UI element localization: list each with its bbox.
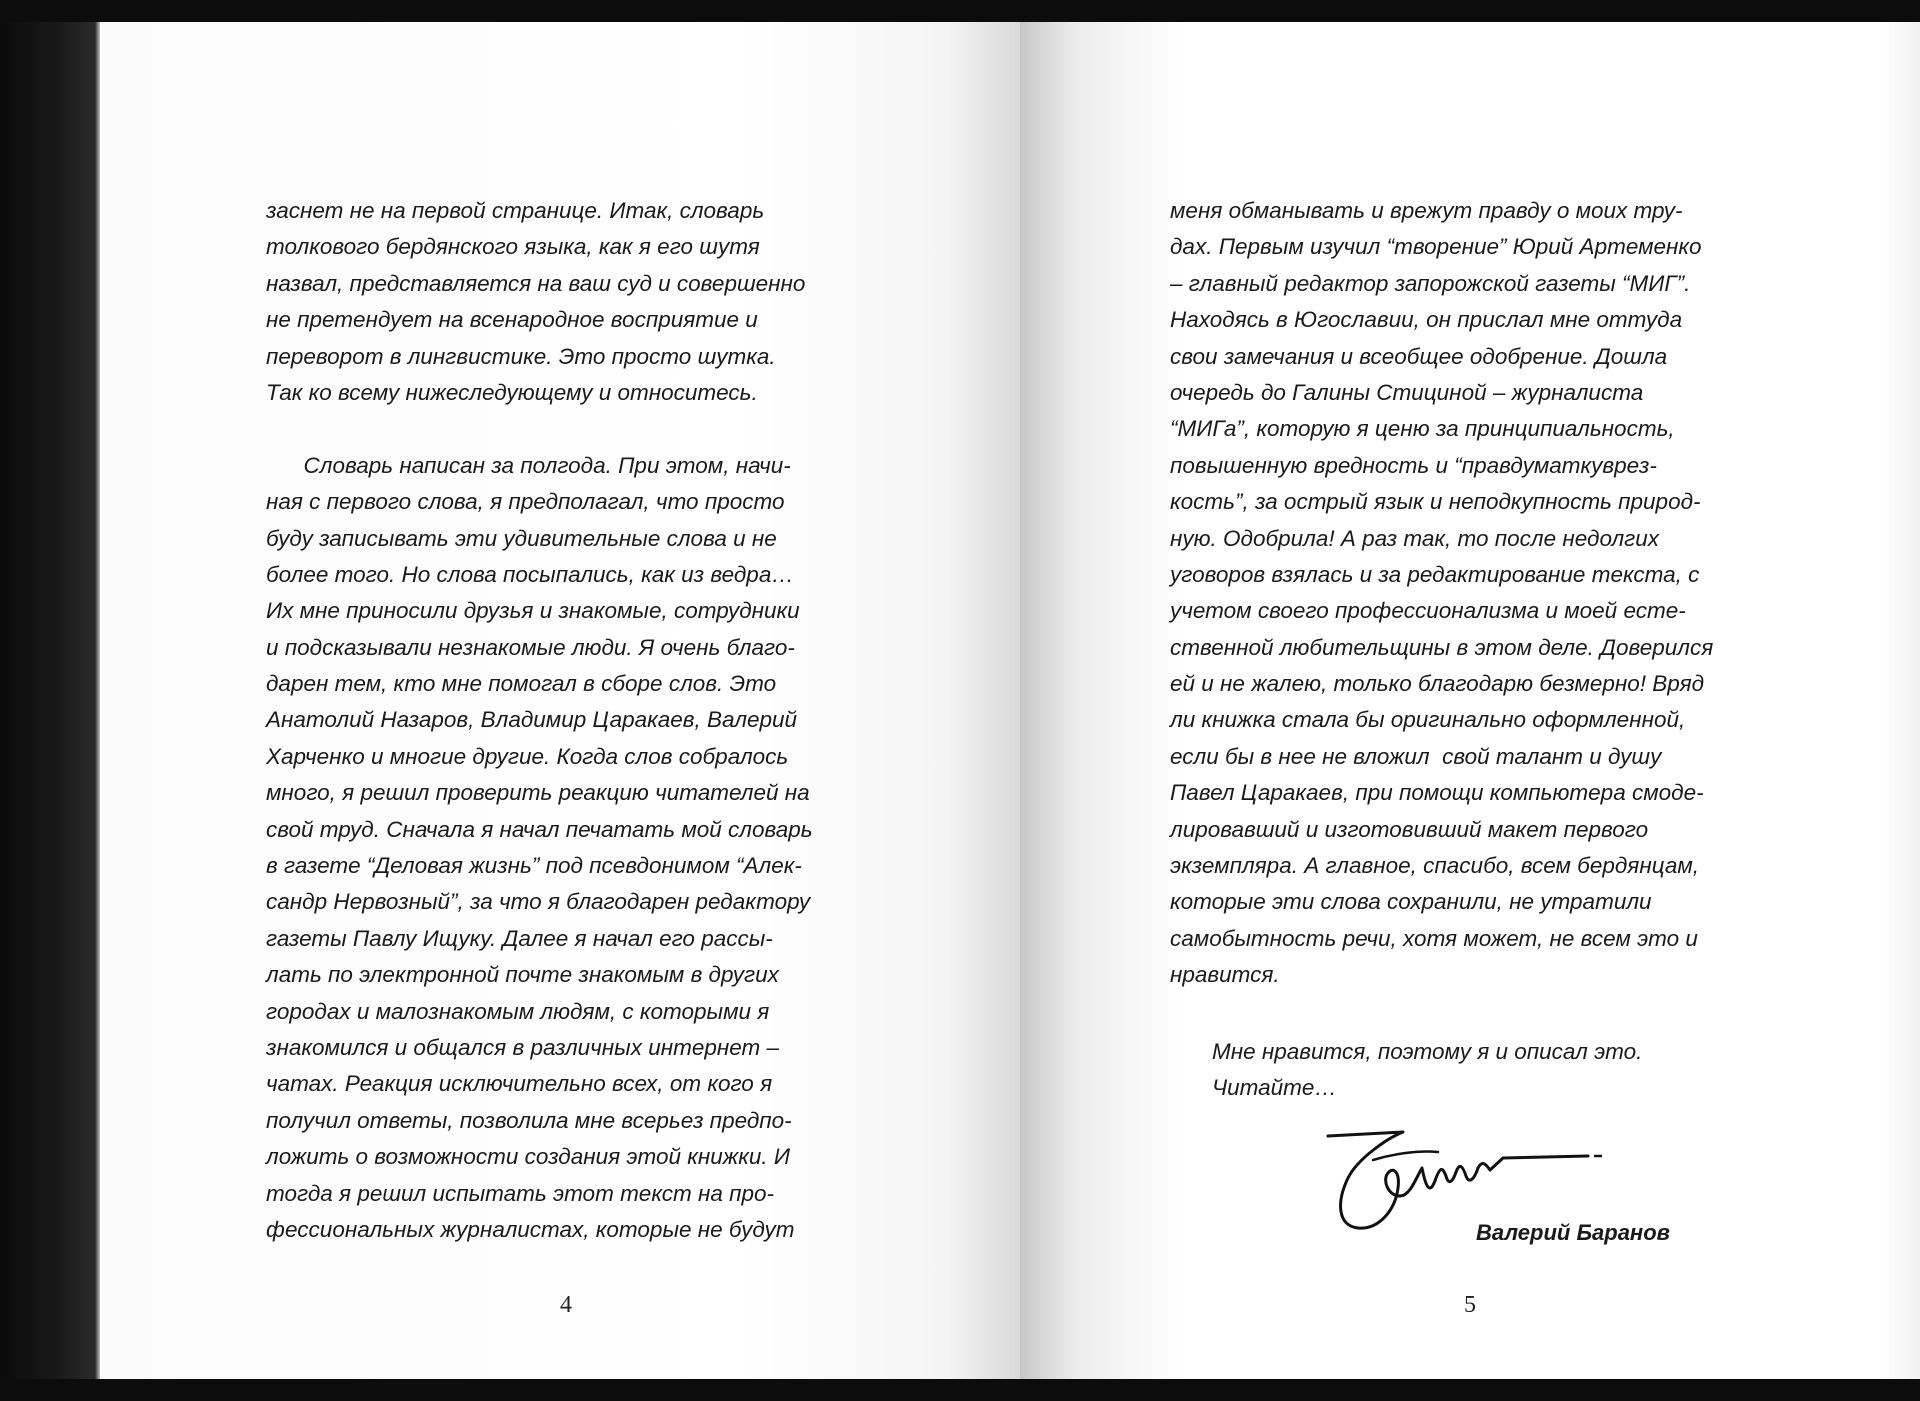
text-line: более того. Но слова посыпались, как из ведра… [266, 561, 794, 587]
text-line: ли книжка стала бы оригинально оформленной, [1170, 707, 1686, 733]
text-line: очередь до Галины Стициной – журналиста [1170, 379, 1644, 405]
author-name: Валерий Баранов [1476, 1220, 1670, 1245]
text-line: Находясь в Югославии, он прислал мне оттуда [1170, 307, 1683, 333]
text-line: Харченко и многие другие. Когда слов собралось [266, 743, 789, 769]
text-line: назвал, представляется на ваш суд и совершенно [266, 270, 806, 296]
text-line: экземпляра. А главное, спасибо, всем бердянцам, [1170, 853, 1700, 879]
scan-top-edge [0, 0, 1920, 22]
text-line: если бы в нее не вложил свой талант и душу [1170, 743, 1662, 769]
text-line: много, я решил проверить реакцию читателей на [266, 780, 810, 806]
text-line: ей и не жалею, только благодарю безмерно! Вряд [1170, 671, 1705, 697]
page-number-left: 4 [560, 1292, 572, 1318]
text-line: дах. Первым изучил “творение” Юрий Артеменко [1170, 234, 1702, 260]
text-line: Их мне приносили друзья и знакомые, сотрудники [266, 598, 800, 624]
text-line: которые эти слова сохранили, не утратили [1170, 889, 1652, 915]
text-line: Словарь написан за полгода. При этом, начи- [266, 452, 791, 478]
text-line: Читайте… [1212, 1075, 1337, 1101]
text-line: переворот в лингвистике. Это просто шутка. [266, 343, 776, 369]
text-line: лировавший и изготовивший макет первого [1170, 816, 1649, 842]
text-line: толкового бердянского языка, как я его шутя [266, 234, 760, 260]
right-page-text [1170, 193, 1713, 994]
text-line: чатах. Реакция исключительно всех, от кого я [266, 1071, 773, 1097]
text-line: – главный редактор запорожской газеты “МИГ”. [1170, 270, 1691, 296]
text-line: заснет не на первой странице. Итак, словарь [266, 198, 765, 223]
text-line: ную. Одобрила! А раз так, то после недолгих [1170, 525, 1660, 551]
text-line: городах и малознакомым людям, с которыми я [266, 998, 770, 1024]
text-line: Так ко всему нижеследующему и относитесь. [266, 379, 758, 405]
text-line: меня обманывать и врежут правду о моих тру- [1170, 198, 1683, 223]
text-line: повышенную вредность и “правдуматкуврез- [1170, 452, 1657, 478]
left-page-text [266, 193, 813, 1248]
text-line: сандр Нервозный”, за что я благодарен редактору [266, 889, 811, 915]
text-line: ная с первого слова, я предполагал, что просто [266, 489, 785, 515]
text-line: кость”, за острый язык и неподкупность природ- [1170, 489, 1701, 515]
closing-text [1212, 1034, 1642, 1107]
text-line: ственной любительщины в этом деле. Доверился [1170, 634, 1714, 660]
text-line: Анатолий Назаров, Владимир Царакаев, Валерий [266, 707, 798, 733]
text-line: в газете “Деловая жизнь” под псевдонимом “Алек- [266, 853, 802, 879]
page-number-right: 5 [1464, 1292, 1476, 1318]
text-line: и подсказывали незнакомые люди. Я очень благо- [266, 634, 795, 660]
text-line: знакомился и общался в различных интернет – [266, 1034, 780, 1060]
text-line: получил ответы, позволила мне всерьез предпо- [266, 1107, 792, 1133]
text-line: ложить о возможности создания этой книжки. И [266, 1144, 790, 1170]
scan-bottom-edge [0, 1379, 1920, 1401]
text-line: свои замечания и всеобщее одобрение. Дошла [1170, 343, 1668, 369]
text-line: уговоров взялась и за редактирование текста, с [1170, 561, 1700, 587]
text-line: учетом своего профессионализма и моей есте- [1170, 598, 1686, 624]
text-line: нравится. [1170, 962, 1280, 988]
text-line: буду записывать эти удивительные слова и не [266, 525, 777, 551]
paragraph-gap [266, 411, 813, 447]
text-line: фессиональных журналистах, которые не будут [266, 1216, 795, 1242]
text-line: дарен тем, кто мне помогал в сборе слов. Это [266, 671, 777, 697]
text-line: лать по электронной почте знакомым в других [266, 962, 779, 988]
text-line: Мне нравится, поэтому я и описал это. [1212, 1039, 1643, 1064]
text-line: тогда я решил испытать этот текст на про- [266, 1180, 774, 1206]
text-line: газеты Павлу Ищуку. Далее я начал его рассы- [266, 925, 773, 951]
text-line: не претендует на всенародное восприятие и [266, 307, 758, 333]
text-line: самобытность речи, хотя может, не всем это и [1170, 925, 1698, 951]
text-line: свой труд. Сначала я начал печатать мой словарь [266, 816, 813, 842]
text-line: “МИГа”, которую я ценю за принципиальность, [1170, 416, 1675, 442]
text-line: Павел Царакаев, при помощи компьютера смоде- [1170, 780, 1704, 806]
